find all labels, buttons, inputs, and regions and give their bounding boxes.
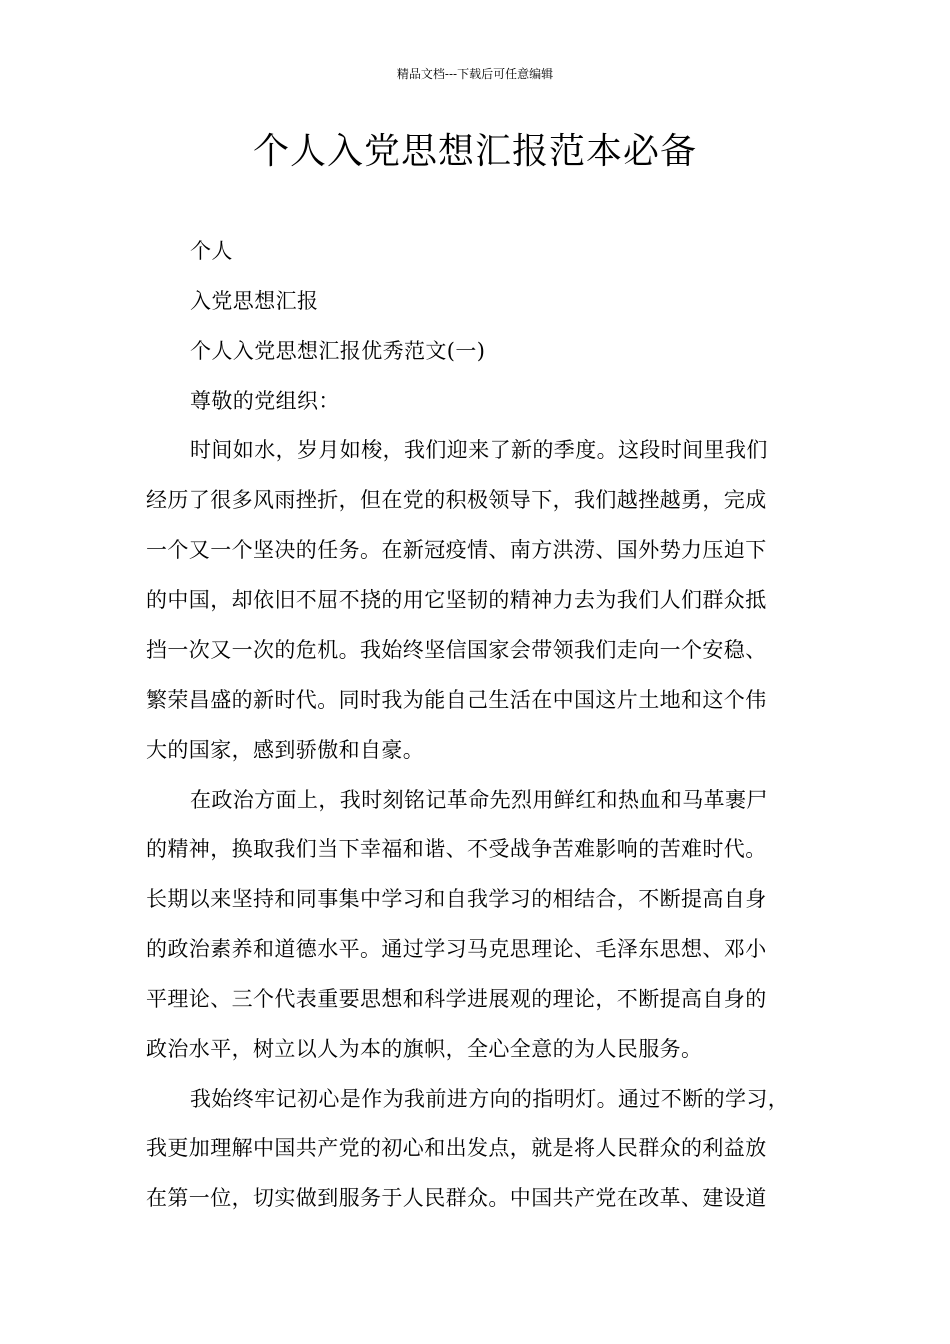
- paragraph-line: 大的国家，感到骄傲和自豪。: [146, 738, 425, 762]
- header-note: 精品文档---下载后可任意编辑: [396, 67, 554, 81]
- paragraph-line: 在政治方面上，我时刻铭记革命先烈用鲜红和热血和马革裹尸: [190, 788, 768, 812]
- paragraph-line: 繁荣昌盛的新时代。同时我为能自己生活在中国这片土地和这个伟: [146, 688, 767, 712]
- paragraph-line: 政治水平，树立以人为本的旗帜，全心全意的为人民服务。: [146, 1037, 703, 1061]
- paragraph-line: 平理论、三个代表重要思想和科学进展观的理论，不断提高自身的: [146, 987, 767, 1011]
- paragraph-line: 的政治素养和道德水平。通过学习马克思理论、毛泽东思想、邓小: [146, 937, 767, 961]
- paragraph-line: 的中国，却依旧不屈不挠的用它坚韧的精神力去为我们人们群众抵: [146, 588, 767, 612]
- paragraph-line: 时间如水，岁月如梭，我们迎来了新的季度。这段时间里我们: [190, 438, 768, 462]
- document-title: 个人入党思想汇报范本必备: [252, 131, 697, 172]
- paragraph-line: 在第一位，切实做到服务于人民群众。中国共产党在改革、建设道: [146, 1186, 767, 1210]
- paragraph-line: 经历了很多风雨挫折，但在党的积极领导下，我们越挫越勇，完成: [146, 488, 767, 512]
- paragraph-line: 挡一次又一次的危机。我始终坚信国家会带领我们走向一个安稳、: [146, 638, 767, 662]
- body-line: 个人: [190, 239, 233, 263]
- body-line: 入党思想汇报: [190, 289, 319, 313]
- paragraph-line: 的精神，换取我们当下幸福和谐、不受战争苦难影响的苦难时代。: [146, 837, 767, 861]
- paragraph-line: 一个又一个坚决的任务。在新冠疫情、南方洪涝、国外势力压迫下: [146, 538, 767, 562]
- salutation: 尊敬的党组织：: [190, 389, 340, 413]
- paragraph-line: 我更加理解中国共产党的初心和出发点，就是将人民群众的利益放: [146, 1136, 767, 1160]
- paragraph-line: 长期以来坚持和同事集中学习和自我学习的相结合，不断提高自身: [146, 887, 767, 911]
- body-line: 个人入党思想汇报优秀范文(一): [190, 339, 486, 363]
- paragraph-line: 我始终牢记初心是作为我前进方向的指明灯。通过不断的学习，: [190, 1087, 790, 1111]
